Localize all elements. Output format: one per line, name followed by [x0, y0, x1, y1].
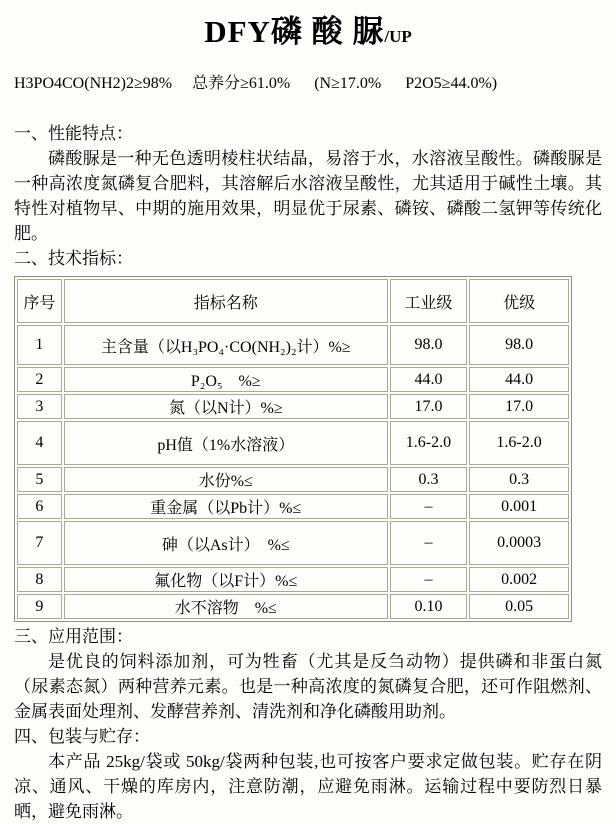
cell-industrial-grade: – — [390, 521, 467, 565]
cell-indicator-name: 氟化物（以F计）%≤ — [64, 567, 388, 592]
cell-industrial-grade: 0.10 — [390, 594, 467, 619]
section-heading-specs: 二、技术指标： — [14, 249, 133, 268]
table-row — [17, 421, 569, 465]
cell-industrial-grade: – — [390, 494, 467, 519]
table-row — [17, 521, 569, 565]
cell-premium-grade: 0.05 — [469, 594, 569, 619]
cell-industrial-grade: 17.0 — [390, 394, 467, 419]
table-row — [17, 325, 569, 365]
table-row — [17, 494, 569, 519]
section-heading-performance: 一、性能特点： — [14, 124, 133, 143]
cell-industrial-grade: – — [390, 567, 467, 592]
cell-indicator-name: pH值（1%水溶液） — [64, 421, 388, 465]
cell-indicator-name: P₂O₅ %≥ — [64, 367, 388, 392]
cell-premium-grade: 98.0 — [469, 325, 569, 365]
cell-indicator-name: 砷（以As计） %≤ — [64, 521, 388, 565]
spec-table — [14, 276, 572, 622]
formula-line: H3PO4CO(NH2)2≥98% 总养分≥61.0% (N≥17.0% P2O5≥44.0%) — [14, 75, 498, 92]
table-header-row — [17, 279, 569, 323]
table-header-name: 指标名称 — [64, 279, 388, 323]
cell-premium-grade: 1.6-2.0 — [469, 421, 569, 465]
page-title-main: DFY磷 酸 脲 — [204, 14, 385, 49]
cell-industrial-grade: 44.0 — [390, 367, 467, 392]
section-heading-packaging: 四、包装与贮存： — [14, 727, 150, 746]
table-header-no: 序号 — [17, 279, 62, 323]
cell-industrial-grade: 1.6-2.0 — [390, 421, 467, 465]
table-row — [17, 594, 569, 619]
cell-row-no: 7 — [17, 521, 62, 565]
cell-row-no: 6 — [17, 494, 62, 519]
cell-indicator-name: 主含量（以H₃PO₄·CO(NH₂)₂计）%≥ — [64, 325, 388, 365]
table-row — [17, 567, 569, 592]
cell-premium-grade: 44.0 — [469, 367, 569, 392]
cell-row-no: 4 — [17, 421, 62, 465]
cell-row-no: 1 — [17, 325, 62, 365]
cell-row-no: 9 — [17, 594, 62, 619]
cell-indicator-name: 氮（以N计）%≥ — [64, 394, 388, 419]
cell-row-no: 8 — [17, 567, 62, 592]
table-row — [17, 394, 569, 419]
page-title — [14, 10, 602, 59]
cell-indicator-name: 水不溶物 %≤ — [64, 594, 388, 619]
cell-row-no: 2 — [17, 367, 62, 392]
table-row — [17, 467, 569, 492]
cell-indicator-name: 水份%≤ — [64, 467, 388, 492]
section-heading-application: 三、应用范围： — [14, 627, 133, 646]
table-header-industrial: 工业级 — [390, 279, 467, 323]
cell-indicator-name: 重金属（以Pb计）%≤ — [64, 494, 388, 519]
cell-row-no: 3 — [17, 394, 62, 419]
cell-premium-grade: 0.001 — [469, 494, 569, 519]
section-paragraph-packaging: 本产品 25kg/袋或 50kg/袋两种包装,也可按客户要求定做包装。贮存在阴凉、通风、干燥的库房内，注意防潮，应避免雨淋。运输过程中要防烈日暴晒，避免雨淋。 — [14, 752, 602, 821]
cell-industrial-grade: 98.0 — [390, 325, 467, 365]
cell-premium-grade: 17.0 — [469, 394, 569, 419]
table-header-premium: 优级 — [469, 279, 569, 323]
cell-premium-grade: 0.002 — [469, 567, 569, 592]
cell-row-no: 5 — [17, 467, 62, 492]
section-paragraph-application: 是优良的饲料添加剂，可为牲畜（尤其是反刍动物）提供磷和非蛋白氮（尿素态氮）两种营养元素。也是一种高浓度的氮磷复合肥，还可作阻燃剂、金属表面处理剂、发酵营养剂、清洗剂和净化磷酸用助剂。 — [14, 652, 602, 721]
cell-industrial-grade: 0.3 — [390, 467, 467, 492]
section-paragraph-performance: 磷酸脲是一种无色透明棱柱状结晶，易溶于水，水溶液呈酸性。磷酸脲是一种高浓度氮磷复合肥料，其溶解后水溶液呈酸性，尤其适用于碱性土壤。其特性对植物早、中期的施用效果，明显优于尿素、磷铵、磷酸二氢钾等传统化肥。 — [14, 149, 602, 243]
cell-premium-grade: 0.3 — [469, 467, 569, 492]
table-row — [17, 367, 569, 392]
cell-premium-grade: 0.0003 — [469, 521, 569, 565]
page-title-suffix: /UP — [384, 27, 412, 46]
